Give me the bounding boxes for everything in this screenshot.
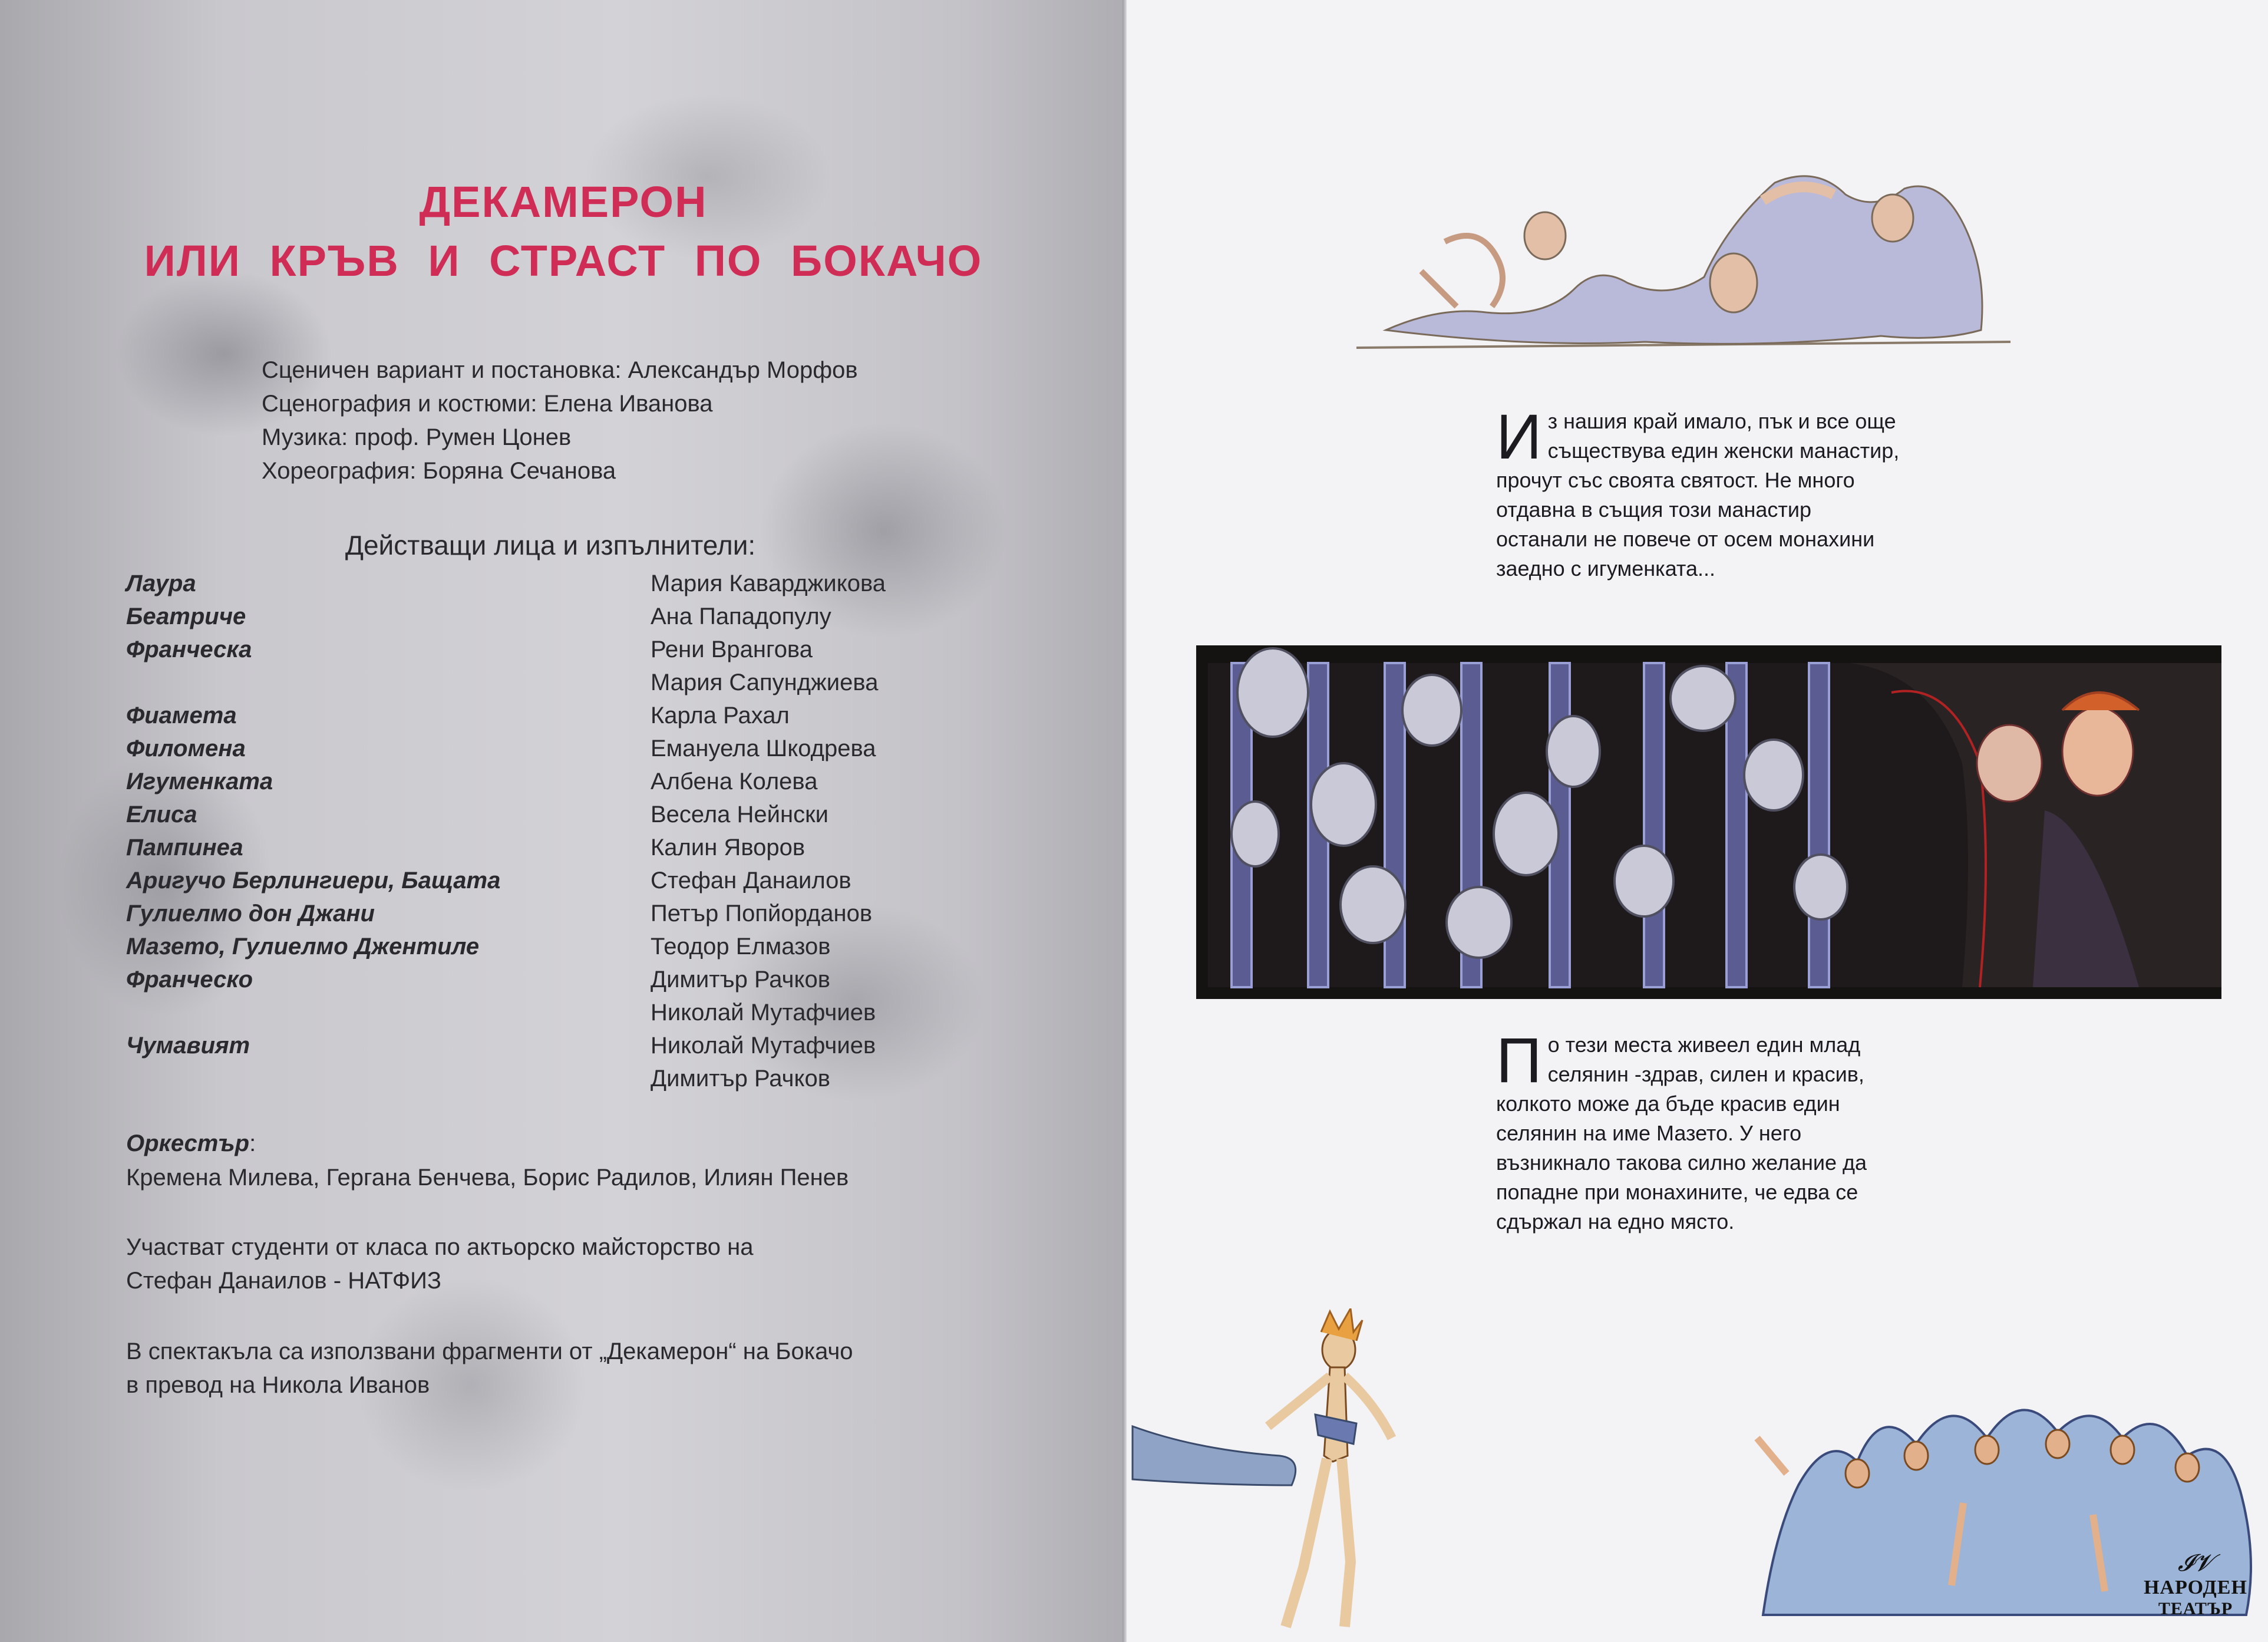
reclining-nuns-illustration — [1351, 153, 2022, 365]
credits-list — [262, 354, 858, 488]
cast-role: Мазето, Гулиелмо Джентиле — [126, 934, 480, 960]
story2-line: о тези места живеел един млад — [1547, 1033, 1861, 1057]
cast-role: Гулиелмо дон Джани — [126, 901, 375, 926]
story1-line: съществува един женски манастир, — [1547, 438, 1900, 463]
cast-actor: Теодор Елмазов — [651, 934, 831, 960]
cast-actor: Петър Попйорданов — [651, 901, 873, 926]
cast-role: Беатриче — [126, 604, 246, 629]
cast-actor: Албена Колева — [651, 769, 818, 794]
left-page — [0, 0, 1127, 1642]
credit-scenography: Сценография и костюми: Елена Иванова — [262, 391, 713, 417]
story1-line: заедно с игуменката... — [1496, 556, 1716, 581]
logo-signature-mark: 𝓘𝓥 — [2177, 1549, 2214, 1576]
cast-role: Пампинеа — [126, 835, 243, 860]
orchestra-label — [126, 1130, 256, 1157]
orchestra-label-text: Оркестър — [126, 1130, 250, 1156]
cast-actor: Калин Яворов — [651, 835, 805, 860]
cast-actor: Николай Мутафчиев — [651, 1033, 876, 1059]
story1-line: останали не повече от осем монахини — [1496, 527, 1875, 551]
national-theatre-logo — [2137, 1549, 2254, 1637]
cast-actors-column — [651, 567, 886, 1095]
story2-line: селянин -здрав, силен и красив, — [1547, 1062, 1864, 1086]
cast-actor: Рени Врангова — [651, 637, 813, 662]
story2-line: попадне при монахините, че едва се — [1496, 1180, 1858, 1204]
faces-behind-bars-illustration — [1196, 645, 2221, 999]
cast-role: Франческа — [126, 637, 252, 662]
cast-actor: Николай Мутафчиев — [651, 1000, 876, 1026]
cast-actor: Емануела Шкодрева — [651, 736, 876, 761]
orchestra-names: Кремена Милева, Гергана Бенчева, Борис Радилов, Илиян Пенев — [126, 1165, 849, 1191]
cast-actor: Стефан Данаилов — [651, 868, 851, 893]
students-line-1: Участват студенти от класа по актьорско майсторство на — [126, 1234, 754, 1260]
credit-music: Музика: проф. Румен Цонев — [262, 424, 572, 450]
cast-actor: Карла Рахал — [651, 703, 790, 728]
cast-roles-column — [126, 567, 500, 1095]
cast-actor: Мария Сапунджиева — [651, 670, 879, 695]
logo-line-2: ТЕАТЪР — [2158, 1599, 2233, 1618]
story-paragraph-2 — [1496, 1024, 1909, 1237]
cast-heading: Действащи лица и изпълнители: — [345, 530, 756, 560]
cast-role: Филомена — [126, 736, 246, 761]
cast-role — [126, 1062, 500, 1095]
story1-line: з нашия край имало, пък и все още — [1547, 409, 1896, 433]
story2-line: селянин на име Мазето. У него — [1496, 1121, 1802, 1145]
fragments-line-2: в превод на Никола Иванов — [126, 1372, 430, 1398]
cast-role: Лаура — [126, 571, 196, 596]
students-note — [126, 1231, 753, 1298]
story-paragraph-1 — [1496, 401, 1909, 583]
right-page — [1127, 0, 2268, 1642]
cast-role: Игуменката — [126, 769, 273, 794]
story1-line: прочут със своята святост. Не много — [1496, 468, 1855, 492]
credit-direction: Сценичен вариант и постановка: Александър Морфов — [262, 357, 858, 383]
title-line-2: ИЛИ КРЪВ И СТРАСТ ПО БОКАЧО — [144, 236, 983, 285]
story2-line: колкото може да бъде красив един — [1496, 1092, 1840, 1116]
story1-line: отдавна в същия този манастир — [1496, 497, 1812, 522]
story2-line: възникнало такова силно желание да — [1496, 1150, 1867, 1175]
logo-line-1: НАРОДЕН — [2144, 1577, 2247, 1598]
peasant-figure-illustration — [1127, 1308, 1457, 1638]
students-line-2: Стефан Данаилов - НАТФИЗ — [126, 1268, 442, 1294]
cast-role: Елиса — [126, 802, 197, 827]
cast-role: Чумавият — [126, 1033, 250, 1059]
cast-actor: Димитър Рачков — [651, 1066, 830, 1092]
cast-actor: Весела Нейнски — [651, 802, 828, 827]
fragments-note — [126, 1335, 853, 1402]
cast-actor: Мария Каварджикова — [651, 571, 886, 596]
cast-role: Франческо — [126, 967, 253, 993]
fragments-line-1: В спектакъла са използвани фрагменти от „Декамерон“ на Бокачо — [126, 1338, 853, 1364]
cast-actor: Ана Пападопулу — [651, 604, 831, 629]
credit-choreography: Хореография: Боряна Сечанова — [262, 458, 616, 484]
cast-actor: Димитър Рачков — [651, 967, 830, 993]
story2-line: сдържал на едно място. — [1496, 1209, 1735, 1234]
story2-dropcap: П — [1496, 1024, 1542, 1096]
cast-role — [126, 996, 500, 1029]
title-line-1: ДЕКАМЕРОН — [419, 177, 708, 226]
orchestra-colon: : — [249, 1130, 256, 1156]
cast-role: Аригучо Берлингиери, Бащата — [126, 868, 501, 893]
story1-dropcap: И — [1496, 401, 1542, 472]
cast-role: Фиамета — [126, 703, 237, 728]
cast-role — [126, 666, 500, 699]
